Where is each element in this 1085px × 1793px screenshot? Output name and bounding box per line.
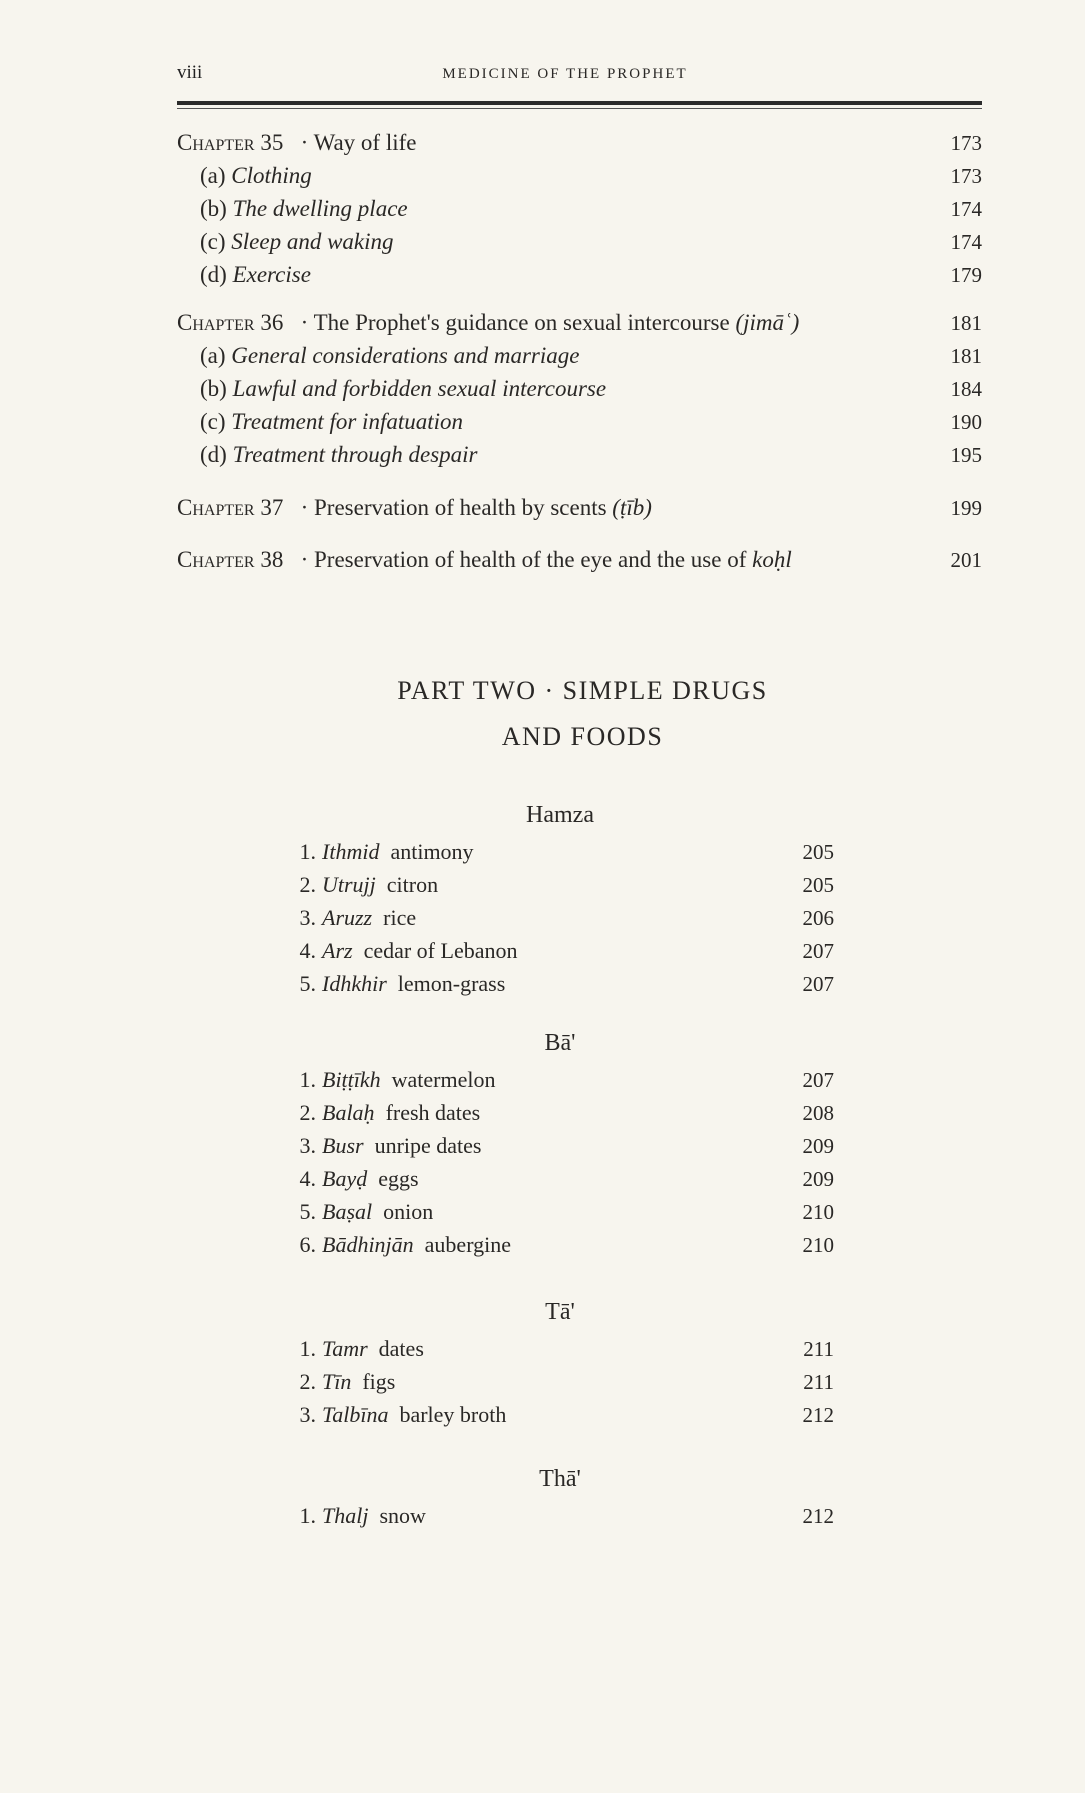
toc-subsection-row [200,194,982,224]
subsection-title: Lawful and forbidden sexual intercourse [232,376,607,401]
drug-list-item [250,1367,834,1397]
item-gloss: antimony [390,839,474,864]
chapter-title: The Prophet's guidance on sexual intercourse [313,310,730,335]
chapter-label: Chapter 36 [177,310,284,335]
subsection-title: Sleep and waking [231,229,394,254]
drug-list-item [250,1065,834,1095]
running-title: MEDICINE OF THE PROPHET [442,66,688,82]
item-gloss: barley broth [399,1402,507,1427]
subsection-letter: (a) [200,343,226,368]
drug-list-item [250,837,834,867]
chapter-page: 173 [950,131,982,155]
toc-subsection-row [200,227,982,257]
item-number: 2. [299,1100,316,1125]
drug-list-item [250,969,834,999]
page-number: viii [177,62,203,83]
item-page: 206 [802,906,834,930]
item-page: 207 [802,972,834,996]
item-number: 2. [299,1369,316,1394]
item-number: 1. [299,839,316,864]
item-number: 3. [299,905,316,930]
item-term: Thalj [322,1503,369,1528]
chapter-title: Preservation of health of the eye and the use of [314,547,747,572]
chapter-label: Chapter 37 [177,495,284,520]
item-page: 210 [802,1200,834,1224]
item-entry [322,1197,433,1227]
subsection-page: 181 [950,344,982,368]
drug-list-item [250,1197,834,1227]
item-gloss: rice [383,905,417,930]
item-number: 1. [299,1067,316,1092]
item-gloss: citron [386,872,439,897]
subsection-letter: (d) [200,442,227,467]
subsection-title: The dwelling place [232,196,408,221]
item-gloss: eggs [378,1166,419,1191]
item-gloss: onion [383,1199,434,1224]
item-term: Idhkhir [322,971,387,996]
item-term: Ithmid [322,839,380,864]
drug-list-item [250,1098,834,1128]
item-gloss: dates [378,1336,424,1361]
toc-chapter-row [177,128,982,158]
item-entry [322,903,416,933]
item-term: Utrujj [322,872,376,897]
item-entry [322,1501,426,1531]
chapter-title: Way of life [313,130,417,155]
item-gloss: watermelon [391,1067,496,1092]
toc-chapter-row [177,308,982,338]
toc-subsection-row [200,407,982,437]
subsection-letter: (b) [200,196,227,221]
chapter-label: Chapter 35 [177,130,284,155]
item-number: 6. [299,1232,316,1257]
toc-subsection-row [200,341,982,371]
section-heading: Hamza [526,802,594,828]
subsection-title: Clothing [231,163,312,188]
item-gloss: aubergine [424,1232,512,1257]
subsection-page: 195 [950,443,982,467]
subsection-entry [200,407,463,437]
item-page: 212 [802,1403,834,1427]
drug-list-item [250,1400,834,1430]
item-page: 205 [802,873,834,897]
part-title-line1: PART TWO · SIMPLE DRUGS [397,676,768,705]
item-term: Tīn [322,1369,352,1394]
item-entry [322,1367,395,1397]
header-rule-thin [177,108,982,109]
subsection-entry [200,341,579,371]
item-term: Aruzz [322,905,373,930]
item-number: 2. [299,872,316,897]
subsection-page: 173 [950,164,982,188]
item-term: Busr [322,1133,364,1158]
item-page: 208 [802,1101,834,1125]
item-page: 212 [802,1504,834,1528]
drug-list-item [250,1334,834,1364]
chapter-entry: Chapter 36 · The Prophet's guidance on sexual intercourse (jimāʿ) [177,310,800,335]
item-gloss: fresh dates [385,1100,481,1125]
item-page: 211 [803,1370,834,1394]
item-gloss: snow [379,1503,426,1528]
drug-list-item [250,870,834,900]
item-term: Tamr [322,1336,368,1361]
item-term: Biṭṭīkh [322,1067,381,1092]
item-page: 207 [802,1068,834,1092]
toc-subsection-row [200,260,982,290]
subsection-title: Treatment through despair [232,442,478,467]
item-term: Balaḥ [322,1100,375,1125]
subsection-letter: (b) [200,376,227,401]
subsection-letter: (d) [200,262,227,287]
subsection-page: 174 [950,197,982,221]
toc-chapter-row [177,493,982,523]
toc-subsection-row [200,374,982,404]
item-number: 4. [299,938,316,963]
subsection-title: General considerations and marriage [231,343,580,368]
toc-subsection-row [200,161,982,191]
item-entry [322,1164,419,1194]
subsection-entry [200,161,312,191]
item-term: Bādhinjān [322,1232,414,1257]
subsection-page: 190 [950,410,982,434]
chapter-term: (ṭīb) [612,495,652,520]
item-entry [322,936,517,966]
subsection-letter: (a) [200,163,226,188]
item-entry [322,1098,480,1128]
item-page: 207 [802,939,834,963]
subsection-entry [200,194,408,224]
drug-list-item [250,1131,834,1161]
chapter-entry: Chapter 37 · Preservation of health by scents (ṭīb) [177,495,652,520]
drug-list-item [250,936,834,966]
toc-chapter-row [177,545,982,575]
item-page: 209 [802,1167,834,1191]
section-heading: Thā' [539,1466,581,1492]
subsection-page: 174 [950,230,982,254]
chapter-title: Preservation of health by scents [314,495,607,520]
toc-subsection-row [200,440,982,470]
item-term: Talbīna [322,1402,389,1427]
item-number: 1. [299,1503,316,1528]
item-gloss: unripe dates [374,1133,482,1158]
chapter-entry: Chapter 38 · Preservation of health of the eye and the use of koḥl [177,547,792,572]
item-entry [322,1334,424,1364]
chapter-page: 201 [950,548,982,572]
subsection-entry [200,374,606,404]
chapter-page: 181 [950,311,982,335]
item-page: 205 [802,840,834,864]
subsection-page: 179 [950,263,982,287]
item-term: Baṣal [322,1199,373,1224]
section-heading: Bā' [544,1030,576,1056]
header-rule [177,101,982,105]
item-entry [322,1065,496,1095]
subsection-entry [200,440,478,470]
drug-list-item [250,1230,834,1260]
item-number: 3. [299,1133,316,1158]
item-gloss: figs [362,1369,396,1394]
item-number: 4. [299,1166,316,1191]
item-page: 210 [802,1233,834,1257]
item-entry [322,1230,511,1260]
chapter-term: koḥl [752,547,792,572]
item-gloss: lemon-grass [397,971,506,996]
item-entry [322,969,505,999]
drug-list-item [250,1501,834,1531]
chapter-entry: Chapter 35 · Way of life [177,130,417,155]
item-term: Bayḍ [322,1166,368,1191]
item-entry [322,837,474,867]
chapter-label: Chapter 38 [177,547,284,572]
part-title-line2: AND FOODS [501,722,664,751]
item-number: 5. [299,971,316,996]
chapter-term: (jimāʿ) [735,310,800,335]
item-number: 3. [299,1402,316,1427]
item-page: 209 [802,1134,834,1158]
item-number: 5. [299,1199,316,1224]
subsection-page: 184 [950,377,982,401]
drug-list-item [250,903,834,933]
item-entry [322,870,438,900]
item-entry [322,1400,506,1430]
subsection-title: Treatment for infatuation [231,409,463,434]
item-term: Arz [322,938,353,963]
subsection-letter: (c) [200,409,226,434]
section-heading: Tā' [545,1299,575,1325]
item-number: 1. [299,1336,316,1361]
subsection-entry [200,227,394,257]
item-gloss: cedar of Lebanon [363,938,518,963]
drug-list-item [250,1164,834,1194]
subsection-letter: (c) [200,229,226,254]
subsection-title: Exercise [232,262,311,287]
chapter-page: 199 [950,496,982,520]
subsection-entry [200,260,311,290]
item-page: 211 [803,1337,834,1361]
item-entry [322,1131,481,1161]
